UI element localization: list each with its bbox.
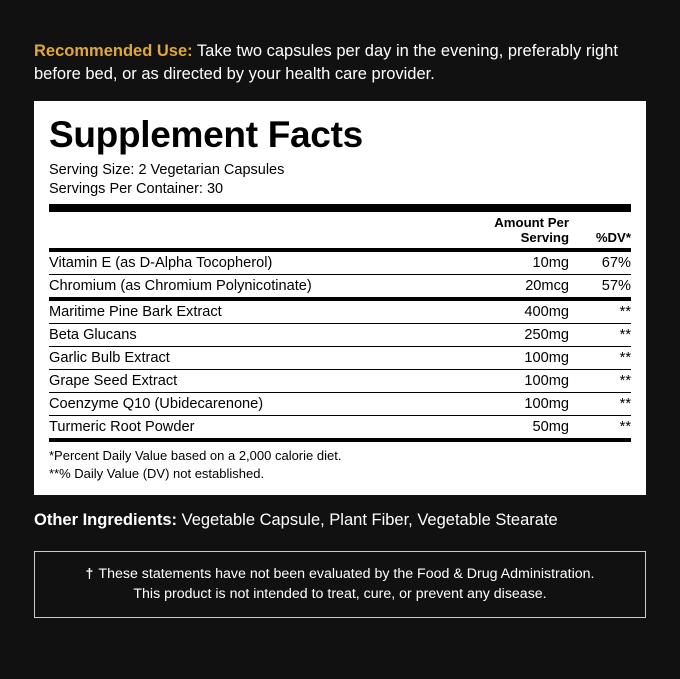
supplement-facts-title: Supplement Facts [49, 113, 363, 155]
nutrient-name: Garlic Bulb Extract [49, 347, 459, 370]
disclaimer-text-2: This product is not intended to treat, cure, or prevent any disease. [133, 586, 547, 603]
nutrient-table-blend [49, 301, 631, 438]
nutrient-amount: 100mg [459, 393, 583, 416]
nutrient-dv: 67% [583, 252, 631, 275]
table-row [49, 275, 631, 298]
table-row [49, 301, 631, 324]
supplement-facts-panel [34, 101, 646, 496]
nutrient-name: Grape Seed Extract [49, 370, 459, 393]
nutrient-name: Beta Glucans [49, 324, 459, 347]
table-row [49, 324, 631, 347]
nutrient-name: Vitamin E (as D-Alpha Tocopherol) [49, 252, 459, 275]
table-row [49, 252, 631, 275]
table-header-row [49, 212, 631, 248]
supplement-facts-table [49, 212, 631, 248]
servings-per-container: Servings Per Container: 30 [49, 180, 224, 197]
header-blank [49, 212, 459, 248]
other-ingredients [34, 509, 646, 532]
nutrient-amount: 100mg [459, 370, 583, 393]
header-dv: %DV* [595, 230, 631, 246]
nutrient-amount: 50mg [532, 419, 569, 436]
nutrient-amount: 10mg [459, 252, 583, 275]
serving-size: Serving Size: 2 Vegetarian Capsules [49, 161, 285, 178]
disclaimer-text-1: These statements have not been evaluated by the Food & Drug Administration. [98, 565, 595, 582]
divider-thick-top [49, 204, 631, 212]
table-row [49, 370, 631, 393]
table-row [49, 416, 631, 439]
fda-disclaimer-box [34, 551, 646, 618]
dagger-icon: † [85, 565, 94, 582]
nutrient-amount: 400mg [459, 301, 583, 324]
table-row [49, 347, 631, 370]
table-row [49, 393, 631, 416]
nutrient-dv: ** [583, 370, 631, 393]
recommended-use-text: Take two capsules per day in the evening, preferably right before bed, or as directed by your health care provider. [34, 42, 618, 84]
nutrient-name: Chromium (as Chromium Polynicotinate) [49, 278, 312, 295]
header-amount-per-serving: Amount Per Serving [494, 215, 569, 246]
nutrient-table-top [49, 252, 631, 297]
nutrient-amount: 20mcg [525, 278, 569, 295]
nutrient-dv: 57% [601, 278, 631, 295]
other-ingredients-text: Vegetable Capsule, Plant Fiber, Vegetable Stearate [177, 511, 558, 530]
nutrient-name: Coenzyme Q10 (Ubidecarenone) [49, 393, 459, 416]
nutrient-name: Turmeric Root Powder [49, 419, 195, 436]
nutrient-dv: ** [583, 347, 631, 370]
nutrient-name: Maritime Pine Bark Extract [49, 301, 459, 324]
other-ingredients-label: Other Ingredients: [34, 511, 178, 530]
footnotes [49, 442, 631, 482]
recommended-use [34, 40, 652, 87]
nutrient-dv: ** [583, 393, 631, 416]
footnote-percent-dv: *Percent Daily Value based on a 2,000 calorie diet. [49, 448, 342, 464]
nutrient-amount: 250mg [459, 324, 583, 347]
nutrient-dv: ** [583, 301, 631, 324]
footnote-dv-not-established: **% Daily Value (DV) not established. [49, 465, 265, 481]
nutrient-dv: ** [583, 324, 631, 347]
recommended-use-label: Recommended Use: [34, 42, 193, 60]
nutrient-amount: 100mg [459, 347, 583, 370]
disclaimer-line-1 [45, 564, 635, 585]
nutrient-dv: ** [619, 419, 631, 436]
